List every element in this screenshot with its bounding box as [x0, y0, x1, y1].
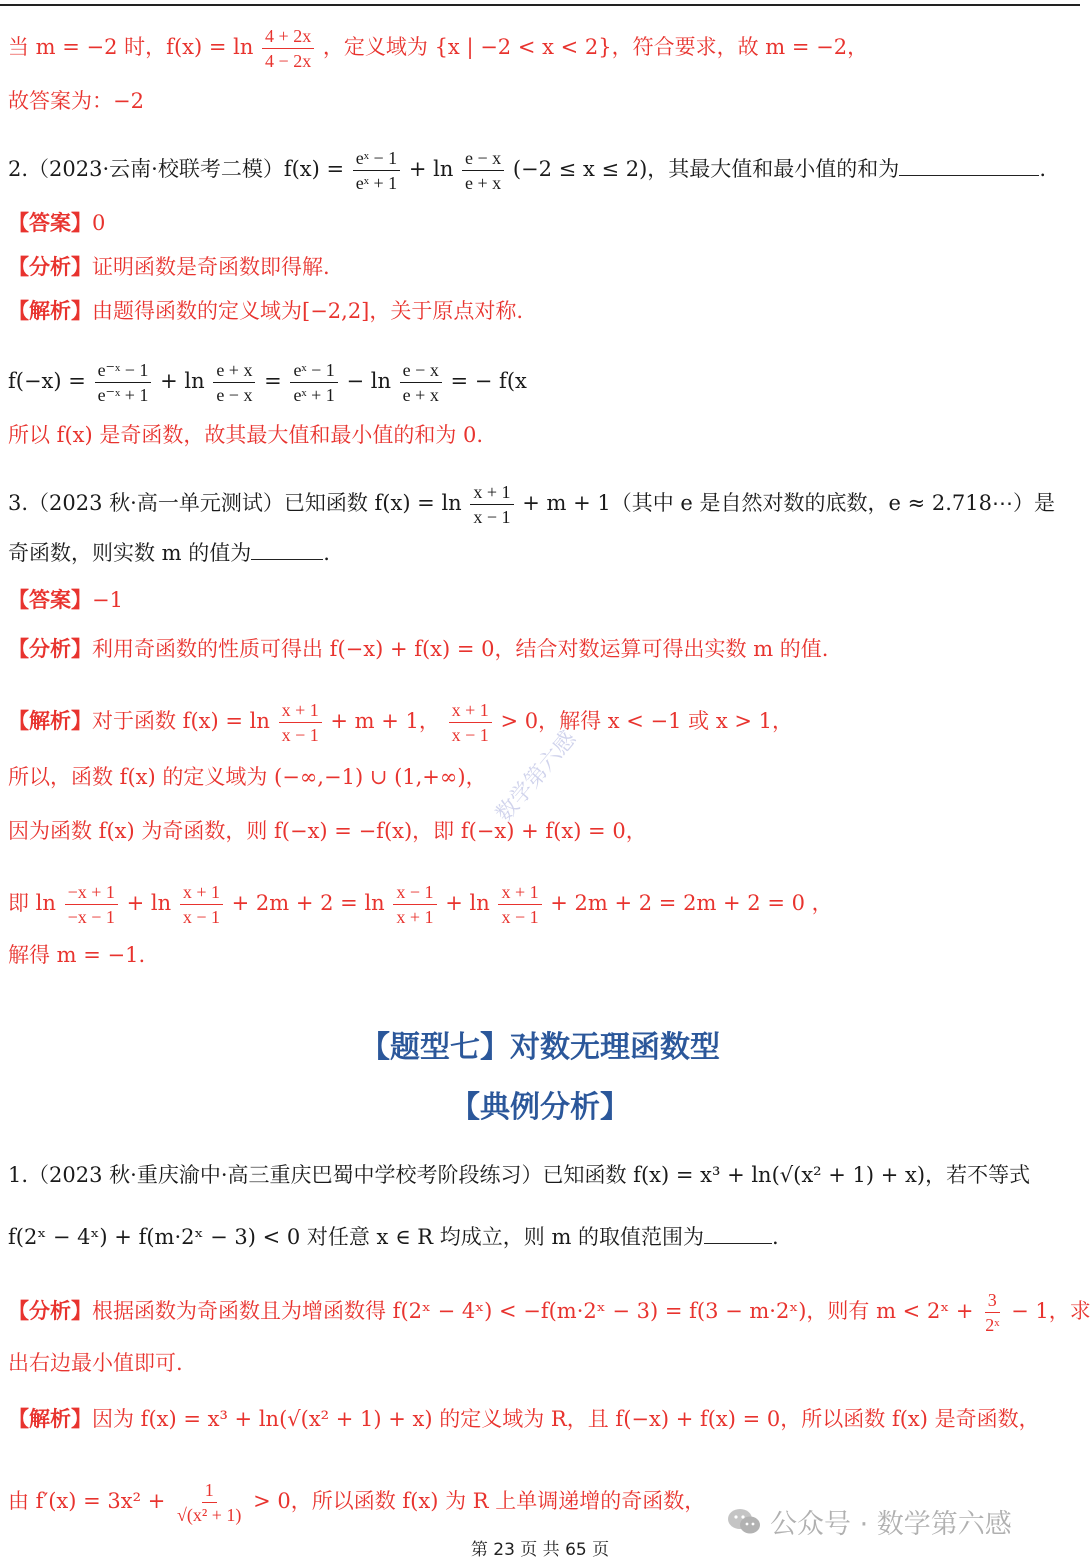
account-watermark	[726, 1502, 1012, 1541]
question-3-solution-1	[8, 698, 1072, 747]
question-4-solution	[8, 1404, 1072, 1434]
analysis-text: 证明函数是奇函数即得解.	[92, 255, 330, 279]
question-2-solution	[8, 296, 1072, 326]
text-span: 对于函数 f(x) = ln	[92, 709, 270, 733]
section-title: 【题型七】对数无理函数型	[360, 1030, 720, 1065]
denominator: eˣ + 1	[355, 173, 398, 193]
text-span: f(2ˣ − 4ˣ) + f(m·2ˣ − 3) < 0 对任意 x ∈ R 均成立，则 m 的取值范围为	[8, 1225, 705, 1249]
text-span: (−2 ≤ x ≤ 2)，其最大值和最小值的和为	[512, 157, 900, 181]
answer-text: −1	[92, 588, 123, 612]
answer-blank	[704, 1223, 772, 1244]
prev-answer-line: 故答案为：−2	[8, 89, 144, 113]
question-3-solution-2: 所以，函数 f(x) 的定义域为 (−∞,−1) ∪ (1,+∞)，	[8, 765, 487, 789]
numerator: eˣ − 1	[353, 146, 400, 171]
question-3-stem	[8, 480, 1072, 529]
fraction	[95, 358, 152, 407]
denominator: 2ˣ	[985, 1315, 1000, 1335]
numerator: 3	[985, 1288, 1000, 1313]
question-3-solution-3: 因为函数 f(x) 为奇函数，则 f(−x) = −f(x)，即 f(−x) + f(x) = 0，	[8, 819, 647, 843]
text-span: f(−x) =	[8, 369, 86, 393]
analysis-text: 利用奇函数的性质可得出 f(−x) + f(x) = 0，结合对数运算可得出实数 m 的值.	[92, 637, 829, 661]
text-span: + 2m + 2 = ln	[231, 891, 385, 915]
numerator: x + 1	[498, 880, 541, 905]
solution-text: 由题得函数的定义域为[−2,2]，关于原点对称.	[92, 299, 524, 323]
text-span: 2.（2023·云南·校联考二模）f(x) =	[8, 157, 345, 181]
fraction	[353, 146, 400, 195]
numerator: x + 1	[449, 698, 492, 723]
fraction	[213, 358, 255, 407]
text-span: 即 ln	[8, 891, 56, 915]
fraction	[449, 698, 492, 747]
fraction	[262, 24, 314, 73]
analysis-tag: 【分析】	[8, 254, 92, 279]
diagonal-watermark: 数学第六感	[491, 726, 582, 827]
fraction	[470, 480, 513, 529]
numerator: eˣ − 1	[290, 358, 337, 383]
prev-solution-line	[8, 24, 1072, 73]
fraction	[290, 358, 337, 407]
text-span: ，定义域为 {x | −2 < x < 2}，符合要求，故 m = −2，	[322, 35, 869, 59]
denominator: √(x² + 1)	[176, 1505, 242, 1525]
denominator: −x − 1	[67, 907, 115, 927]
wechat-icon	[726, 1507, 762, 1537]
text-span: = − f(x	[450, 369, 527, 393]
section-subtitle: 【典例分析】	[450, 1090, 630, 1125]
text-span: 根据函数为奇函数且为增函数得 f(2ˣ − 4ˣ) < −f(m·2ˣ − 3) = f(3 − m·2ˣ)，则有 m < 2ˣ +	[92, 1299, 974, 1323]
denominator: x − 1	[501, 907, 539, 927]
question-2-stem	[8, 146, 1072, 195]
numerator: x + 1	[470, 480, 513, 505]
numerator: 1	[202, 1478, 217, 1503]
fraction	[462, 146, 504, 195]
top-rule	[0, 4, 1080, 6]
text-span: .	[1039, 157, 1046, 181]
denominator: x − 1	[451, 725, 489, 745]
numerator: x + 1	[279, 698, 322, 723]
text-span: .	[772, 1225, 779, 1249]
analysis-tag: 【分析】	[8, 1298, 92, 1323]
question-2-equation	[8, 358, 1072, 407]
denominator: x − 1	[473, 507, 511, 527]
text-span: + m + 1（其中 e 是自然对数的底数，e ≈ 2.718⋯）是	[522, 491, 1055, 515]
denominator: e − x	[216, 385, 253, 405]
solution-tag: 【解析】	[8, 708, 92, 733]
fraction	[982, 1288, 1002, 1337]
denominator: x − 1	[182, 907, 220, 927]
analysis-tag: 【分析】	[8, 636, 92, 661]
question-4-stem: 1.（2023 秋·重庆渝中·高三重庆巴蜀中学校考阶段练习）已知函数 f(x) = x³ + ln(√(x² + 1) + x)，若不等式	[8, 1163, 1031, 1187]
text-span: + m + 1，	[330, 709, 440, 733]
question-3-stem-cont	[8, 538, 1072, 568]
solution-tag: 【解析】	[8, 1406, 92, 1431]
denominator: 4 − 2x	[265, 51, 312, 71]
answer-text: 0	[92, 211, 106, 235]
text-span: + ln	[126, 891, 172, 915]
question-4-analysis-cont: 出右边最小值即可.	[8, 1351, 183, 1375]
answer-tag: 【答案】	[8, 210, 92, 235]
numerator: e⁻ˣ − 1	[95, 358, 152, 383]
solution-text: 因为 f(x) = x³ + ln(√(x² + 1) + x) 的定义域为 R，且 f(−x) + f(x) = 0，所以函数 f(x) 是奇函数，	[92, 1407, 1040, 1431]
fraction	[65, 880, 118, 929]
question-3-answer	[8, 585, 1072, 615]
denominator: x + 1	[396, 907, 434, 927]
question-2-analysis	[8, 252, 1072, 282]
page-footer: 第 23 页 共 65 页	[470, 1540, 610, 1560]
solution-tag: 【解析】	[8, 298, 92, 323]
numerator: e − x	[400, 358, 442, 383]
numerator: e + x	[213, 358, 255, 383]
answer-blank	[251, 539, 323, 560]
watermark-text: 公众号 · 数学第六感	[770, 1509, 1012, 1540]
text-span: − 1，求	[1011, 1299, 1091, 1323]
denominator: eˣ + 1	[293, 385, 335, 405]
question-3-analysis	[8, 634, 1072, 664]
denominator: e⁻ˣ + 1	[97, 385, 149, 405]
denominator: e + x	[465, 173, 502, 193]
text-span: + 2m + 2 = 2m + 2 = 0 ，	[550, 891, 833, 915]
text-span: + ln	[445, 891, 490, 915]
numerator: 4 + 2x	[262, 24, 314, 49]
text-span: > 0，所以函数 f(x) 为 R 上单调递增的奇函数，	[253, 1489, 706, 1513]
question-4-stem-cont	[8, 1222, 1072, 1252]
numerator: x − 1	[393, 880, 436, 905]
text-span: 奇函数，则实数 m 的值为	[8, 541, 252, 565]
question-2-conclusion: 所以 f(x) 是奇函数，故其最大值和最小值的和为 0.	[8, 423, 484, 447]
denominator: e + x	[402, 385, 439, 405]
fraction	[279, 698, 322, 747]
numerator: e − x	[462, 146, 504, 171]
fraction	[498, 880, 541, 929]
text-span: − ln	[346, 369, 391, 393]
fraction	[180, 880, 223, 929]
fraction	[393, 880, 436, 929]
answer-blank	[899, 155, 1039, 176]
fraction	[174, 1478, 244, 1527]
text-span: 3.（2023 秋·高一单元测试）已知函数 f(x) = ln	[8, 491, 462, 515]
text-span: =	[264, 369, 282, 393]
text-span: 由 f′(x) = 3x² +	[8, 1489, 166, 1513]
answer-tag: 【答案】	[8, 587, 92, 612]
text-span: + ln	[160, 369, 205, 393]
question-3-solution-4	[8, 880, 1072, 929]
question-3-solution-5: 解得 m = −1.	[8, 943, 146, 967]
numerator: −x + 1	[65, 880, 118, 905]
fraction	[400, 358, 442, 407]
text-span: 当 m = −2 时，f(x) = ln	[8, 35, 254, 59]
text-span: > 0，解得 x < −1 或 x > 1，	[500, 709, 793, 733]
question-4-analysis	[8, 1288, 1091, 1337]
question-2-answer	[8, 208, 1072, 238]
text-span: + ln	[408, 157, 454, 181]
numerator: x + 1	[180, 880, 223, 905]
text-span: .	[323, 541, 330, 565]
denominator: x − 1	[281, 725, 319, 745]
